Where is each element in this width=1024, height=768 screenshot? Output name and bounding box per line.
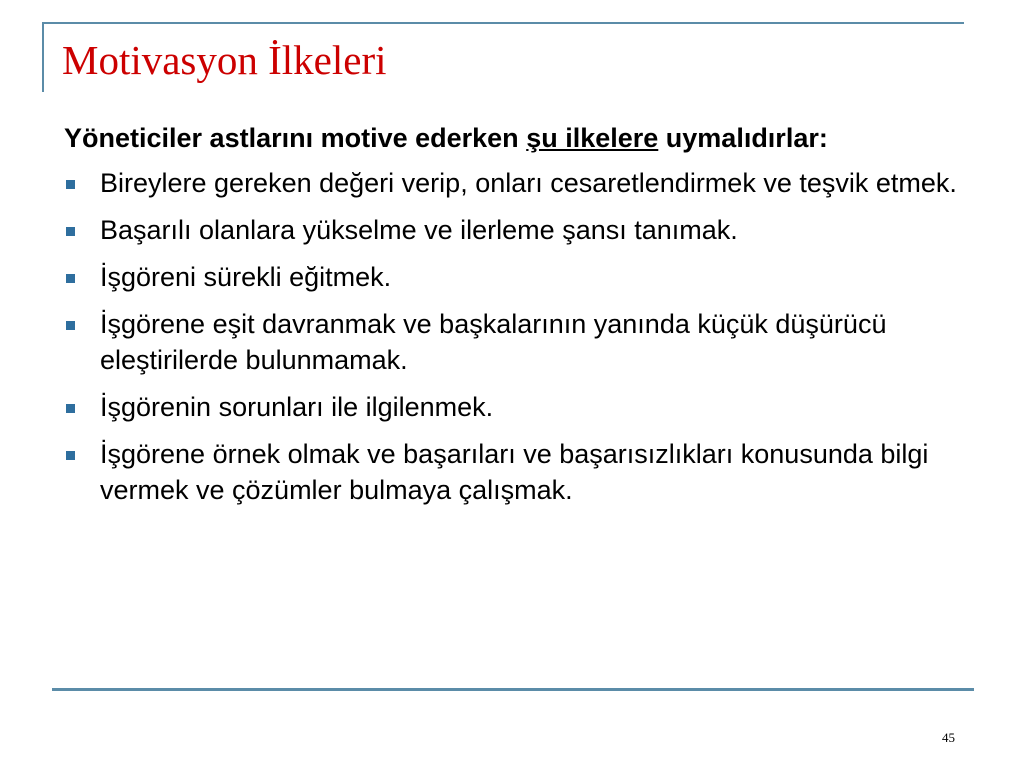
slide-title: Motivasyon İlkeleri (62, 37, 387, 83)
slide-content (64, 120, 964, 519)
square-bullet-icon (66, 274, 75, 283)
lead-underlined-text: şu ilkelere (526, 123, 659, 153)
bullet-item (64, 436, 964, 508)
bullet-item (64, 212, 964, 248)
square-bullet-icon (66, 451, 75, 460)
bullet-item (64, 389, 964, 425)
square-bullet-icon (66, 321, 75, 330)
lead-text-before: Yöneticiler astlarını motive ederken (64, 123, 527, 153)
lead-paragraph (64, 120, 964, 156)
bullet-item (64, 259, 964, 295)
bullet-text: Başarılı olanlara yükselme ve ilerleme şansı tanımak. (100, 215, 738, 245)
bullet-text: İşgörenin sorunları ile ilgilenmek. (100, 392, 494, 422)
bullet-text: İşgörene örnek olmak ve başarıları ve başarısızlıkları konusunda bilgi vermek ve çözümler bulmaya çalışmak. (100, 439, 929, 505)
bullet-item (64, 165, 964, 201)
square-bullet-icon (66, 227, 75, 236)
top-border-line (42, 22, 964, 24)
bullet-text: İşgöreni sürekli eğitmek. (100, 262, 392, 292)
square-bullet-icon (66, 180, 75, 189)
page-number: 45 (942, 730, 955, 745)
bullet-item (64, 306, 964, 378)
square-bullet-icon (66, 404, 75, 413)
bottom-divider-line (52, 688, 974, 691)
bullet-text: Bireylere gereken değeri verip, onları cesaretlendirmek ve teşvik etmek. (100, 168, 957, 198)
lead-text-after: uymalıdırlar: (658, 123, 828, 153)
left-border-line (42, 22, 44, 92)
bullet-text: İşgörene eşit davranmak ve başkalarının yanında küçük düşürücü eleştirilerde bulunmamak. (100, 309, 887, 375)
bullet-list (64, 165, 964, 508)
